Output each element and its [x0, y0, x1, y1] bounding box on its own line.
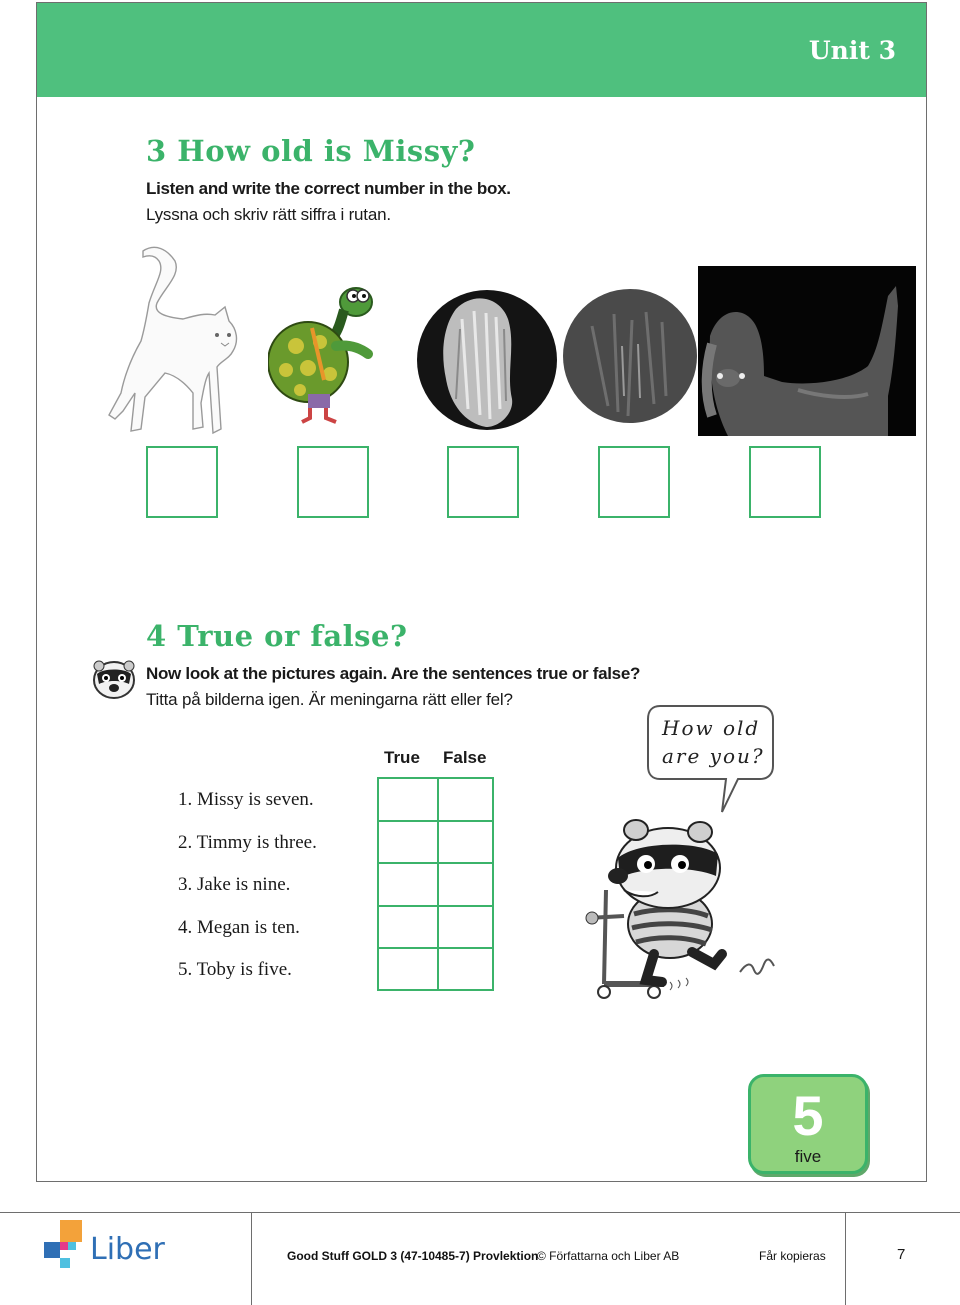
exercise-3-title [146, 134, 475, 168]
sentence-3: 3. Jake is nine. [178, 874, 291, 895]
long-haired-pet-picture [416, 289, 558, 431]
badger-on-scooter-illustration [584, 814, 784, 1004]
exercise-4-title [146, 619, 407, 653]
footer-separator-right [845, 1212, 846, 1305]
footer-book-title: Good Stuff GOLD 3 (47-10485-7) Provlektion [287, 1249, 539, 1263]
answer-box-4[interactable] [598, 446, 670, 518]
sentence-2: 2. Timmy is three. [178, 832, 317, 853]
true-cell-3[interactable] [377, 862, 439, 907]
exercise-4-heading: True or false? [177, 619, 408, 653]
footer-page-number: 7 [897, 1246, 906, 1263]
true-cell-5[interactable] [377, 947, 439, 991]
answer-box-2[interactable] [297, 446, 369, 518]
cat-picture [105, 243, 255, 438]
true-cell-1[interactable] [377, 777, 439, 822]
false-cell-3[interactable] [437, 862, 494, 907]
speech-line-1: How old [662, 716, 761, 740]
true-cell-4[interactable] [377, 905, 439, 949]
exercise-4-instruction-sv: Titta på bilderna igen. Är meningarna rätt eller fel? [146, 690, 513, 709]
speech-line-2: are you? [662, 744, 765, 768]
page-number-badge [748, 1074, 868, 1174]
answer-box-5[interactable] [749, 446, 821, 518]
answer-box-3[interactable] [447, 446, 519, 518]
true-column-header: True [384, 748, 420, 767]
false-column-header: False [443, 748, 487, 767]
badger-icon [91, 658, 137, 700]
unit-title: Unit 3 [808, 36, 896, 65]
footer-copy-note: Får kopieras [759, 1249, 826, 1263]
footer-divider [0, 1212, 960, 1213]
exercise-3-instruction-en: Listen and write the correct number in the box. [146, 179, 511, 198]
exercise-4-number: 4 [146, 619, 167, 653]
exercise-3-number: 3 [146, 134, 167, 168]
true-cell-2[interactable] [377, 820, 439, 864]
answer-box-1[interactable] [146, 446, 218, 518]
true-false-grid [377, 777, 494, 991]
liber-logo-icon [44, 1220, 88, 1272]
false-cell-4[interactable] [437, 905, 494, 949]
exercise-3-heading: How old is Missy? [177, 134, 476, 168]
footer-copyright: © Författarna och Liber AB [537, 1249, 680, 1263]
dog-picture [698, 266, 916, 436]
sentence-1: 1. Missy is seven. [178, 789, 314, 810]
sentence-4: 4. Megan is ten. [178, 917, 300, 938]
badge-number: 5 [792, 1084, 824, 1147]
false-cell-2[interactable] [437, 820, 494, 864]
speech-bubble-text [662, 714, 765, 770]
false-cell-5[interactable] [437, 947, 494, 991]
false-cell-1[interactable] [437, 777, 494, 822]
badge-word: five [794, 1147, 822, 1166]
exercise-3-instruction-sv: Lyssna och skriv rätt siffra i rutan. [146, 205, 391, 224]
turtle-picture [268, 284, 374, 424]
sentence-5: 5. Toby is five. [178, 959, 292, 980]
dark-round-photo-picture [562, 286, 698, 426]
liber-logo-text: Liber [90, 1232, 165, 1267]
exercise-4-instruction-en: Now look at the pictures again. Are the sentences true or false? [146, 664, 641, 683]
footer-separator-left [251, 1212, 252, 1305]
